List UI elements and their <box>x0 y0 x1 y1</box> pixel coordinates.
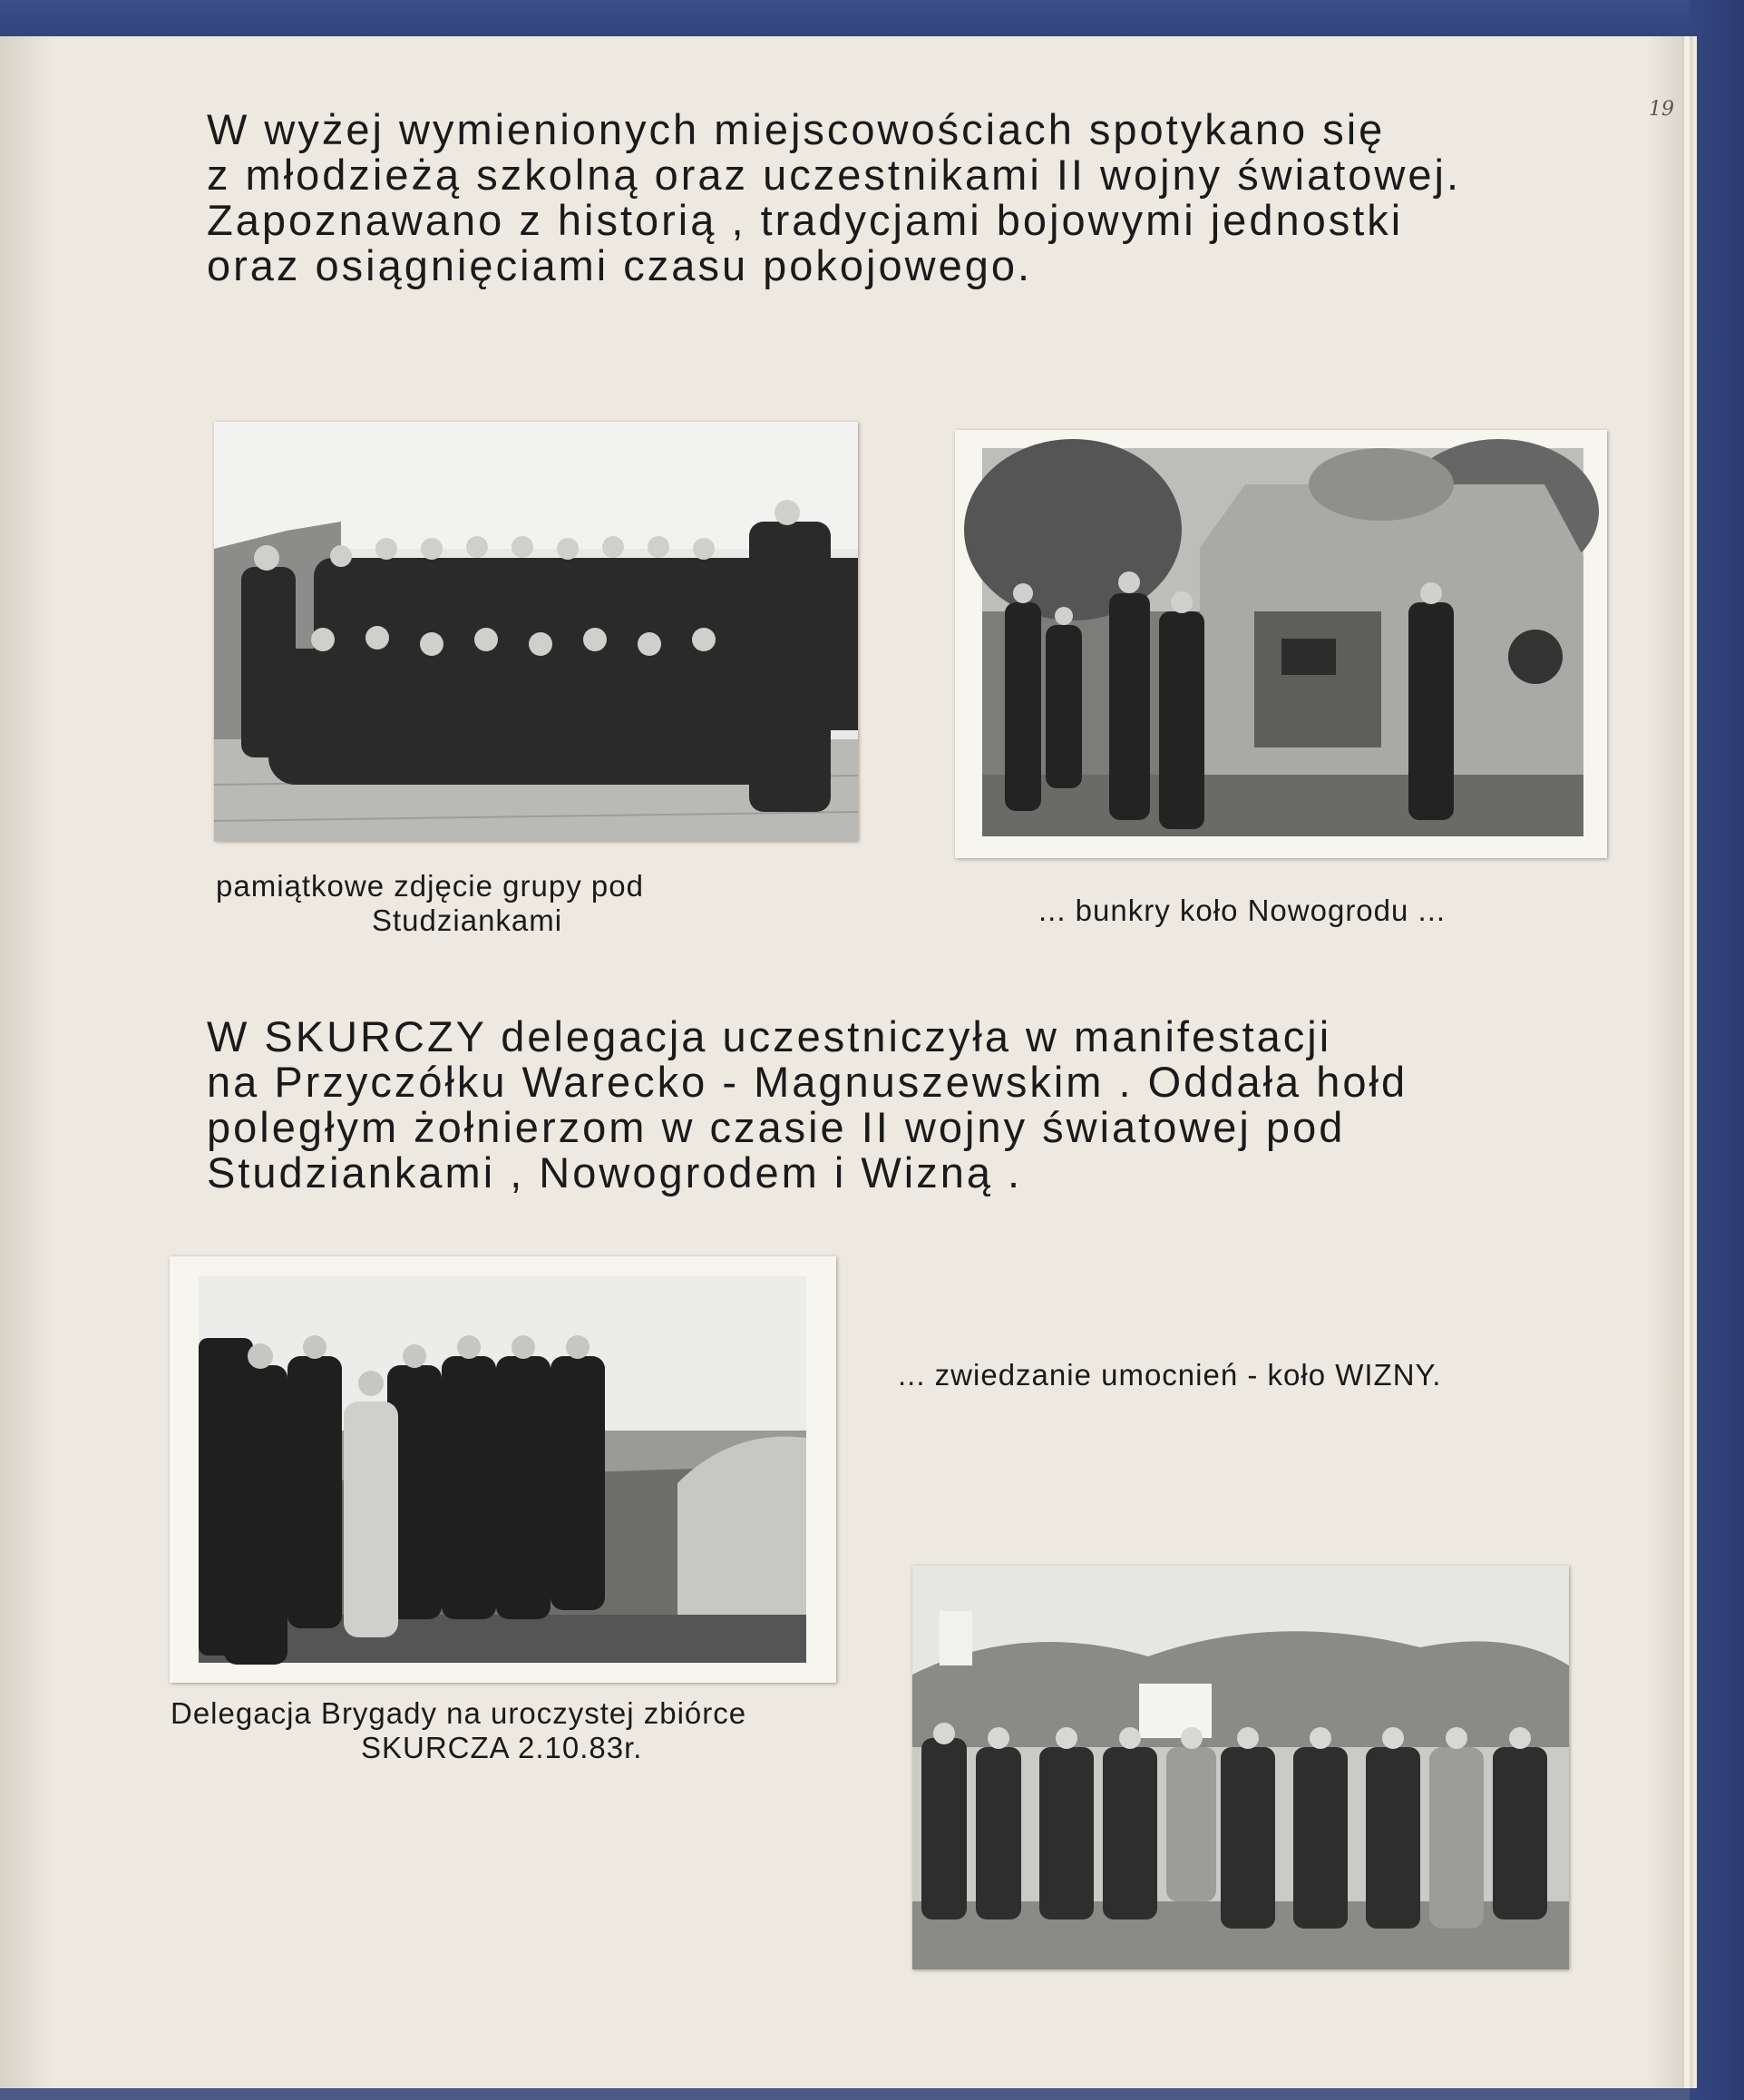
photo-fortifications-wizna <box>170 1256 836 1683</box>
album-binding-right <box>1690 0 1744 2100</box>
caption-line: Studziankami <box>372 903 563 937</box>
paragraph-line: na Przyczółku Warecko - Magnuszewskim . Oddała hołd <box>207 1058 1408 1106</box>
paragraph-line: Studziankami , Nowogrodem i Wizną . <box>207 1148 1023 1197</box>
caption-line: Delegacja Brygady na uroczystej zbiórce <box>171 1696 747 1730</box>
paragraph-line: Zapoznawano z historią , tradycjami bojowymi jednostki <box>207 196 1404 244</box>
caption-bunker-photo: ... bunkry koło Nowogrodu ... <box>1038 894 1447 927</box>
photo-group-studzianki <box>214 422 858 841</box>
paragraph-line: z młodzieżą szkolną oraz uczestnikami II wojny światowej. <box>207 151 1462 199</box>
paragraph-line: W wyżej wymienionych miejscowościach spotykano się <box>207 105 1386 153</box>
paragraph-meetings <box>207 107 1461 288</box>
caption-line: pamiątkowe zdjęcie grupy pod <box>216 869 644 903</box>
caption-fortifications-photo: ... zwiedzanie umocnień - koło WIZNY. <box>898 1358 1442 1392</box>
caption-group-photo <box>216 869 644 938</box>
paragraph-skurcza <box>207 1014 1408 1196</box>
photo-bunker-nowogrod <box>955 430 1607 858</box>
paragraph-line: W SKURCZY delegacja uczestniczyła w manifestacji <box>207 1012 1332 1060</box>
paragraph-line: oraz osiągnięciami czasu pokojowego. <box>207 241 1033 289</box>
photo-ceremony-skurcza <box>912 1566 1569 1969</box>
caption-ceremony-photo <box>171 1696 746 1765</box>
paragraph-line: poległym żołnierzom w czasie II wojny światowej pod <box>207 1103 1346 1151</box>
page-number: 19 <box>1649 98 1674 121</box>
caption-line: SKURCZA 2.10.83r. <box>361 1731 643 1764</box>
